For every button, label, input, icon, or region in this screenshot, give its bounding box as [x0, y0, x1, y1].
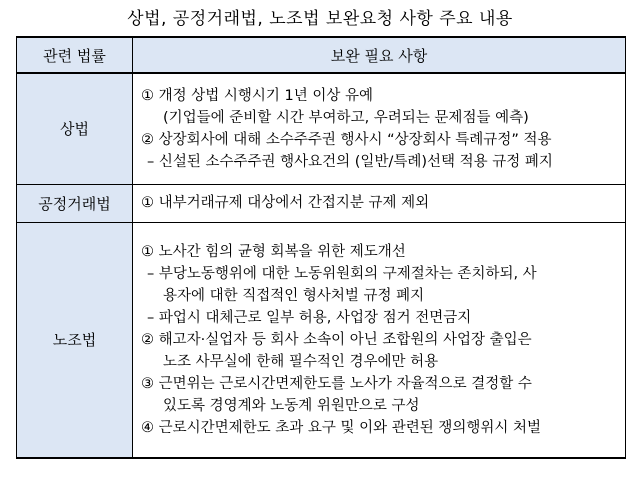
item-line: – 신설된 소수주주권 행사요건의 (일반/특례)선택 적용 규정 폐지 [147, 153, 553, 170]
item-line: ③ 근면위는 근로시간면제한도를 노사가 자율적으로 결정할 수 [141, 375, 532, 392]
item-line: (기업들에 준비할 시간 부여하고, 우려되는 문제점들 예측) [163, 109, 529, 126]
table-header-row [17, 37, 626, 73]
item-line: 있도록 경영계와 노동계 위원만으로 구성 [163, 397, 420, 414]
table-row-union-act [17, 222, 626, 458]
document-title: 상법, 공정거래법, 노조법 보완요청 사항 주요 내용 [127, 9, 513, 29]
item-line: ② 해고자·실업자 등 회사 소속이 아닌 조합원의 사업장 출입은 [141, 331, 532, 348]
item-line: 노조 사무실에 한해 필수적인 경우에만 허용 [163, 353, 439, 370]
item-line: ④ 근로시간면제한도 초과 요구 및 이와 관련된 쟁의행위시 처벌 [141, 419, 542, 436]
requirements-table [16, 36, 626, 459]
content-cell [133, 222, 626, 458]
header-law: 관련 법률 [17, 37, 133, 73]
content-cell [133, 184, 626, 222]
item-line: ② 상장회사에 대해 소수주주권 행사시 “상장회사 특례규정” 적용 [141, 131, 552, 148]
item-line: – 부당노동행위에 대한 노동위원회의 구제절차는 존치하되, 사 [147, 265, 537, 282]
law-name: 공정거래법 [17, 184, 133, 222]
item-line: ① 노사간 힘의 균형 회복을 위한 제도개선 [141, 243, 406, 260]
law-name: 상법 [17, 73, 133, 184]
item-line: ① 개정 상법 시행시기 1년 이상 유예 [141, 87, 373, 104]
content-cell [133, 73, 626, 184]
table-row-fair-trade-act [17, 184, 626, 222]
item-line: ① 내부거래규제 대상에서 간접지분 규제 제외 [141, 195, 430, 211]
law-name: 노조법 [17, 222, 133, 458]
table-row-commercial-act [17, 73, 626, 184]
header-content: 보완 필요 사항 [133, 37, 626, 73]
item-line: – 파업시 대체근로 일부 허용, 사업장 점거 전면금지 [147, 309, 472, 326]
item-line: 용자에 대한 직접적인 형사처벌 규정 폐지 [163, 287, 425, 304]
